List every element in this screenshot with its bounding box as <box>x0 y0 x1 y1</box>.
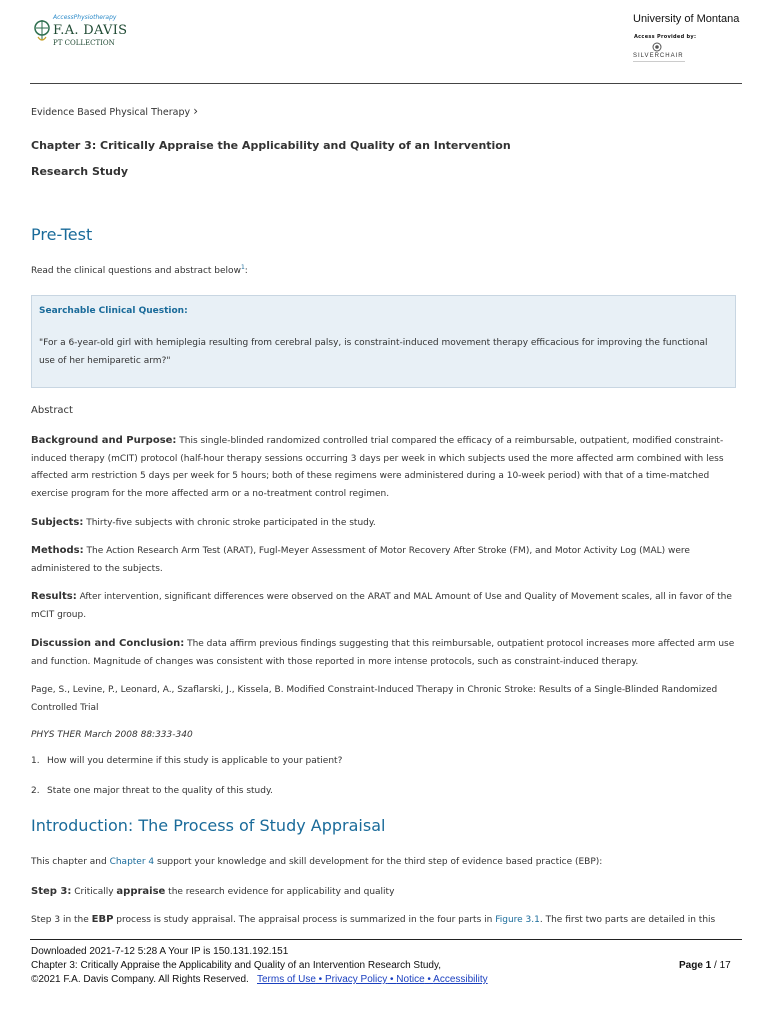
intro-p3-bold: EBP <box>91 914 114 925</box>
notice-link[interactable]: Notice <box>396 974 425 985</box>
methods-label: Methods: <box>31 545 84 556</box>
abstract-background <box>31 432 736 503</box>
access-provided-label: Access Provided by: <box>634 34 697 40</box>
breadcrumb-link[interactable]: Evidence Based Physical Therapy <box>31 107 191 118</box>
abstract-methods <box>31 542 736 578</box>
step-bold: appraise <box>116 886 166 897</box>
abstract-subjects <box>31 514 736 533</box>
list-text: How will you determine if this study is applicable to your patient? <box>47 756 343 766</box>
intro-paragraph-1 <box>31 854 736 872</box>
privacy-policy-link[interactable]: Privacy Policy <box>324 974 388 985</box>
accessibility-link[interactable]: Accessibility <box>433 974 488 985</box>
breadcrumb[interactable] <box>31 104 198 118</box>
footer-chapter-title: Chapter 3: Critically Appraise the Applicability and Quality of an Intervention Research Study, <box>31 960 442 971</box>
logo-brand-text: F.A. DAVIS <box>53 23 128 38</box>
clinical-question-text: "For a 6-year-old girl with hemiplegia resulting from cerebral palsy, is constraint-induced movement therapy efficacious for improving the functional use of her hemiparetic arm?" <box>39 338 708 366</box>
copyright-text: ©2021 F.A. Davis Company. All Rights Reserved. <box>31 974 249 985</box>
background-label: Background and Purpose: <box>31 435 177 446</box>
logo-emblem-icon <box>33 17 51 43</box>
list-item <box>31 756 736 766</box>
pretest-heading: Pre-Test <box>31 225 93 244</box>
clinical-question-box <box>31 295 736 388</box>
intro-p3-text-c: . The first two parts are detailed in this <box>539 915 716 925</box>
clinical-question-title: Searchable Clinical Question: <box>39 306 188 316</box>
fa-davis-logo[interactable] <box>31 12 131 52</box>
page-header <box>0 0 768 84</box>
introduction-heading: Introduction: The Process of Study Appraisal <box>31 816 386 835</box>
subjects-text: Thirty-five subjects with chronic stroke participated in the study. <box>83 518 376 528</box>
intro-p1-text-a: This chapter and <box>31 857 110 867</box>
page-total: / 17 <box>711 960 731 971</box>
chapter-title-line-2: Research Study <box>31 165 129 178</box>
results-label: Results: <box>31 591 77 602</box>
list-number: 1. <box>31 756 40 766</box>
chapter-title <box>31 133 551 185</box>
figure-3-1-link[interactable]: Figure 3.1 <box>495 915 540 925</box>
pretest-intro-text: Read the clinical questions and abstract below <box>31 266 241 276</box>
abstract-heading: Abstract <box>31 405 73 416</box>
logo-access-text: AccessPhysiotherapy <box>53 14 117 21</box>
intro-step-3 <box>31 883 736 902</box>
abstract-discussion <box>31 635 736 671</box>
footnote-link[interactable]: 1 <box>240 264 245 271</box>
intro-p3-text-b: process is study appraisal. The appraisal process is summarized in the four parts in <box>113 915 496 925</box>
chapter-title-line-1: Chapter 3: Critically Appraise the Applicability and Quality of an Intervention <box>31 139 511 152</box>
abstract-citation: Page, S., Levine, P., Leonard, A., Szaflarski, J., Kissela, B. Modified Constraint-Induced Therapy in Chronic Stroke: Results of a Single-Blinded Randomized Controlled Trial <box>31 685 718 713</box>
footer-divider <box>30 939 742 940</box>
intro-p3-text-a: Step 3 in the <box>31 915 92 925</box>
methods-text: The Action Research Arm Test (ARAT), Fugl-Meyer Assessment of Motor Recovery After Stroke (FM), and Motor Activity Log (MAL) were administered to the subjects. <box>31 546 690 574</box>
page-number <box>679 960 731 971</box>
logo-sub-text: PT COLLECTION <box>53 39 115 47</box>
silverchair-icon <box>652 42 662 52</box>
discussion-text: The data affirm previous findings suggesting that this reimbursable, outpatient protocol increases more affected arm use and function. Magnitude of changes was consistent with those reported in more intense protocols, such as constraint-induced therapy. <box>31 639 735 667</box>
list-text: State one major threat to the quality of this study. <box>47 786 273 796</box>
discussion-label: Discussion and Conclusion: <box>31 638 185 649</box>
subjects-label: Subjects: <box>31 517 84 528</box>
abstract-results <box>31 588 736 624</box>
chevron-right-icon: › <box>193 104 198 118</box>
footer-separator: • <box>315 974 325 985</box>
results-text: After intervention, significant differences were observed on the ARAT and MAL Amount of Use and Quality of Movement scales, all in favor of the mCIT group. <box>31 592 732 620</box>
footer-separator: • <box>424 974 434 985</box>
provider-divider <box>633 61 685 62</box>
terms-of-use-link[interactable]: Terms of Use <box>257 974 316 985</box>
list-item <box>31 786 736 796</box>
page-footer <box>31 945 488 987</box>
list-number: 2. <box>31 786 40 796</box>
journal-reference: PHYS THER March 2008 88:333-340 <box>31 730 193 740</box>
pretest-intro-end: : <box>244 266 248 276</box>
chapter-4-link[interactable]: Chapter 4 <box>109 857 155 867</box>
footer-separator: • <box>387 974 397 985</box>
pretest-intro <box>31 264 248 276</box>
background-text: This single-blinded randomized controlled trial compared the efficacy of a reimbursable, outpatient, modified constraint-induced therapy (mCIT) protocol (half-hour therapy sessions occurring 3 days per week in which subjects used the more affected arm combined with less affected arm restriction 5 days per week for 5 hours; both of these regimens were administered during a 10-week period) with that of a time-matched exercise program for the more affected arm or a no-treatment control regimen. <box>31 436 724 499</box>
page-current: Page 1 <box>679 960 712 971</box>
intro-p1-text-b: support your knowledge and skill development for the third step of evidence based practice (EBP): <box>154 857 603 867</box>
step-text-a: Critically <box>71 887 117 897</box>
download-info: Downloaded 2021-7-12 5:28 A Your IP is 150.131.192.151 <box>31 946 289 957</box>
provider-name: SILVERCHAIR <box>633 53 684 59</box>
step-text-b: the research evidence for applicability and quality <box>165 887 395 897</box>
step-label: Step 3: <box>31 886 72 897</box>
header-divider <box>30 83 742 84</box>
footer-copyright-row <box>31 973 488 987</box>
intro-paragraph-3 <box>31 911 736 930</box>
institution-name: University of Montana <box>633 13 740 25</box>
